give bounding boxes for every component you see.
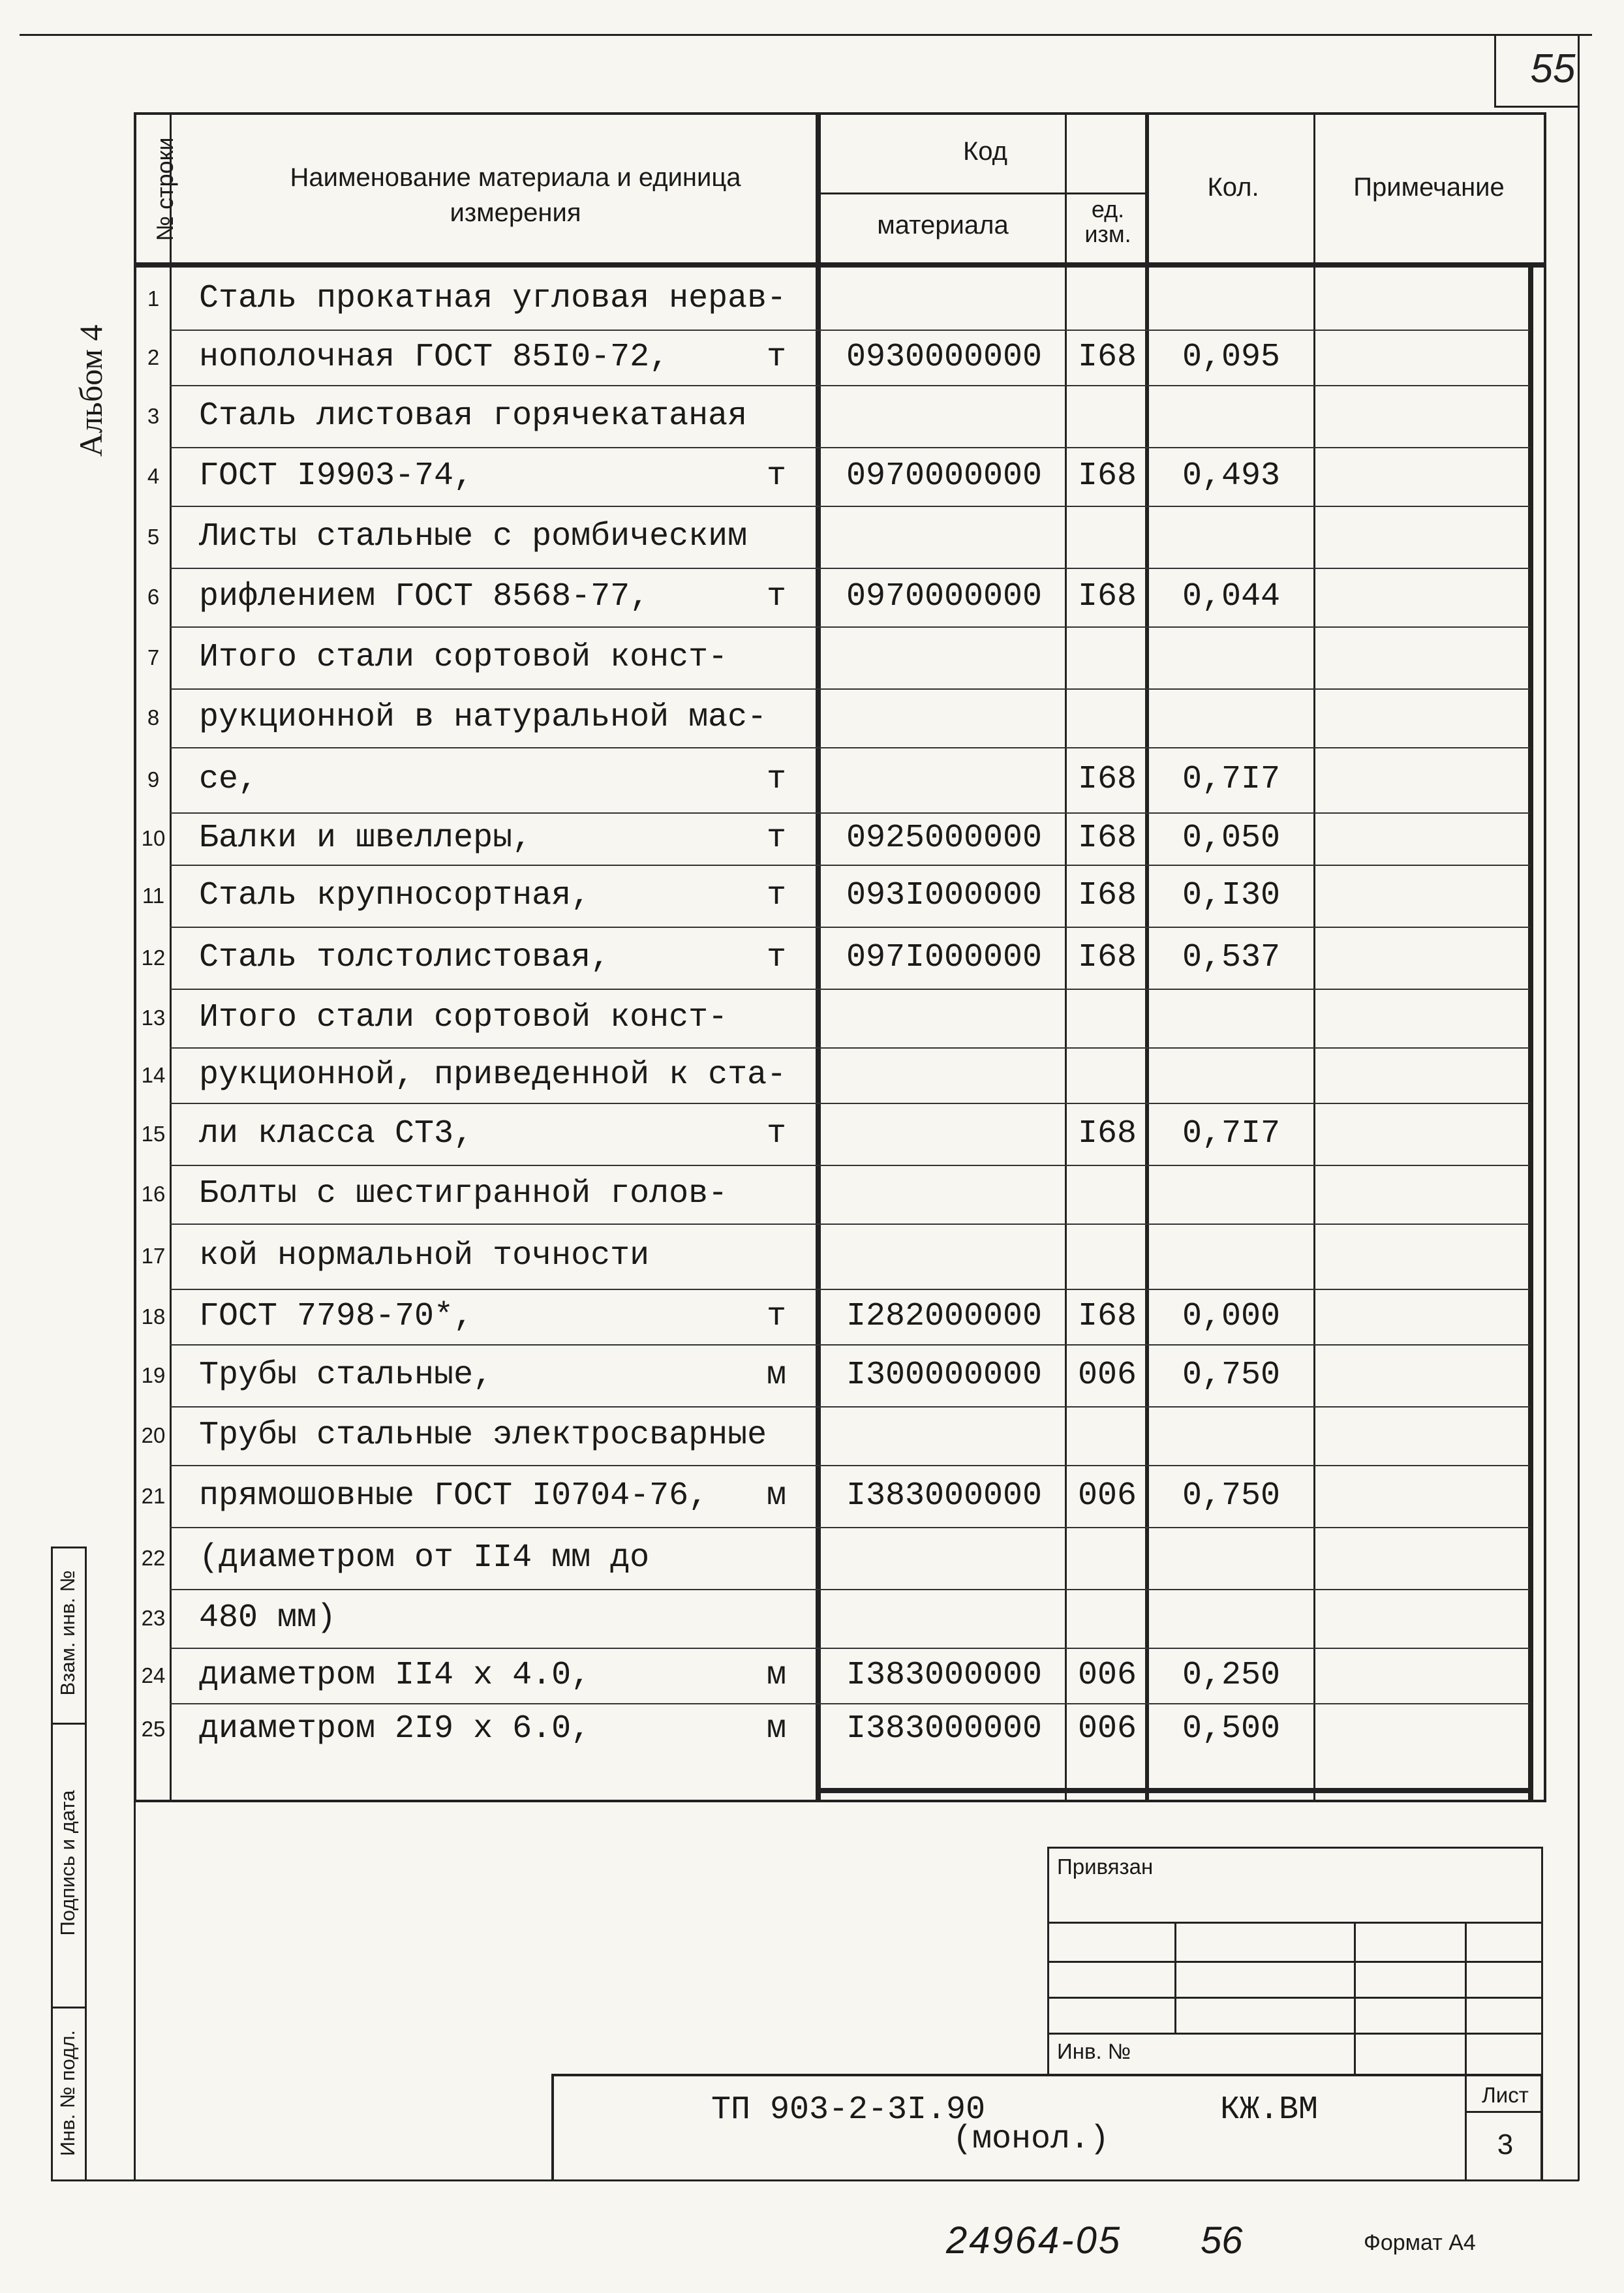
unit-code: 006 (1077, 1357, 1137, 1394)
unit-code: I68 (1077, 578, 1137, 615)
vzam-inv-label: Взам. инв. № (56, 1570, 79, 1696)
handwritten-page: 56 (1201, 2219, 1243, 2262)
unit: т (766, 877, 786, 914)
unit: т (766, 1298, 786, 1335)
row-divider (170, 1589, 1530, 1590)
row-number: 7 (147, 645, 160, 669)
material-name: диаметром II4 х 4.0, (199, 1657, 591, 1694)
row-number: 23 (141, 1606, 166, 1630)
unit-code: I68 (1077, 339, 1137, 376)
row-number: 4 (147, 464, 160, 488)
row-divider (170, 506, 1530, 507)
material-name: Трубы стальные, (199, 1357, 493, 1394)
row-divider (170, 1527, 1530, 1528)
material-name: Сталь крупносортная, (199, 877, 591, 914)
inv-no-label: Инв. № (1057, 2039, 1131, 2063)
material-name: Сталь толстолистовая, (199, 939, 611, 976)
header-qty: Кол. (1207, 173, 1259, 202)
material-name: нополочная ГОСТ 85I0-72, (199, 339, 669, 376)
row-divider (170, 989, 1530, 990)
material-name: Трубы стальные электросварные (199, 1417, 767, 1454)
format-label: Формат А4 (1364, 2230, 1476, 2255)
unit: т (766, 457, 786, 495)
material-name: Болты с шестигранной голов- (199, 1175, 728, 1212)
material-name: Сталь листовая горячекатаная (199, 397, 748, 435)
row-divider (170, 812, 1530, 814)
material-name: рифлением ГОСТ 8568-77, (199, 578, 650, 615)
row-number: 25 (141, 1717, 166, 1741)
row-divider (170, 927, 1530, 928)
unit-code: I68 (1077, 1298, 1137, 1335)
row-divider (170, 330, 1530, 331)
unit: т (766, 1115, 786, 1152)
quantity: 0,095 (1182, 339, 1281, 376)
header-note: Примечание (1353, 173, 1505, 202)
row-number: 12 (141, 946, 166, 970)
row-number: 20 (141, 1423, 166, 1447)
row-number: 11 (142, 884, 165, 908)
unit-code: I68 (1077, 457, 1137, 495)
material-name: 480 мм) (199, 1599, 337, 1637)
row-divider (170, 1406, 1530, 1408)
material-name: кой нормальной точности (199, 1237, 650, 1274)
unit: т (766, 761, 786, 798)
unit: т (766, 820, 786, 857)
row-divider (170, 1344, 1530, 1346)
material-code: 0930000000 (846, 339, 1043, 376)
quantity: 0,000 (1182, 1298, 1281, 1335)
row-divider (170, 1223, 1530, 1225)
row-number: 3 (147, 404, 160, 428)
row-divider (170, 688, 1530, 690)
unit: м (766, 1710, 786, 1747)
material-name: Сталь прокатная угловая нерав- (199, 280, 787, 317)
row-number: 19 (141, 1363, 166, 1387)
unit-code: I68 (1077, 820, 1137, 857)
row-number: 13 (141, 1006, 166, 1030)
material-code: 0925000000 (846, 820, 1043, 857)
unit: м (766, 1477, 786, 1515)
row-divider (170, 568, 1530, 569)
row-divider (170, 865, 1530, 866)
doc-code: ТП 903-2-3I.90 (711, 2091, 986, 2129)
row-number: 22 (141, 1546, 166, 1570)
material-code: 097I000000 (846, 939, 1043, 976)
unit-code: 006 (1077, 1657, 1137, 1694)
row-number: 9 (147, 767, 160, 792)
unit: м (766, 1357, 786, 1394)
row-number: 8 (147, 705, 160, 730)
header-name: Наименование материала и единица измерения (290, 163, 741, 227)
material-code: 0970000000 (846, 457, 1043, 495)
quantity: 0,7I7 (1182, 1115, 1281, 1152)
header-code-unit: ед. изм. (1084, 196, 1131, 247)
quantity: 0,750 (1182, 1357, 1281, 1394)
material-name: Листы стальные с ромбическим (199, 518, 748, 555)
material-code: I282000000 (846, 1298, 1043, 1335)
row-divider (170, 1703, 1530, 1704)
material-name: ГОСТ 7798-70*, (199, 1298, 474, 1335)
row-number: 2 (147, 345, 160, 369)
row-divider (170, 1465, 1530, 1466)
row-number: 5 (147, 525, 160, 549)
row-divider (170, 1289, 1530, 1290)
row-divider (170, 385, 1530, 386)
page-number: 55 (1530, 46, 1576, 91)
doc-suffix: (монол.) (953, 2121, 1110, 2158)
row-divider (170, 626, 1530, 628)
unit: т (766, 339, 786, 376)
doc-mark: КЖ.ВМ (1220, 2091, 1319, 2129)
sheet-value: 3 (1497, 2129, 1514, 2161)
quantity: 0,7I7 (1182, 761, 1281, 798)
row-number: 16 (141, 1182, 166, 1206)
material-name: ли класса СТ3, (199, 1115, 474, 1152)
material-name: рукционной, приведенной к ста- (199, 1056, 787, 1094)
material-name: Балки и швеллеры, (199, 820, 532, 857)
material-code: I383000000 (846, 1710, 1043, 1747)
row-divider (170, 447, 1530, 448)
row-number: 21 (141, 1484, 166, 1508)
row-divider (170, 1103, 1530, 1104)
quantity: 0,044 (1182, 578, 1281, 615)
privyazan-label: Привязан (1057, 1854, 1154, 1879)
row-divider (170, 1165, 1530, 1166)
sheet-label: Лист (1482, 2083, 1529, 2107)
row-number: 1 (147, 286, 160, 311)
podpis-label: Подпись и дата (56, 1790, 79, 1936)
material-name: рукционной в натуральной мас- (199, 699, 767, 736)
album-label: Альбом 4 (72, 324, 109, 457)
material-name: Итого стали сортовой конст- (199, 639, 728, 676)
unit-code: 006 (1077, 1710, 1137, 1747)
unit-code: 006 (1077, 1477, 1137, 1515)
row-divider (170, 1047, 1530, 1049)
row-number: 6 (147, 585, 160, 609)
quantity: 0,250 (1182, 1657, 1281, 1694)
row-number: 15 (141, 1122, 166, 1146)
quantity: 0,500 (1182, 1710, 1281, 1747)
row-number: 10 (141, 826, 166, 850)
unit: м (766, 1657, 786, 1694)
material-code: I383000000 (846, 1657, 1043, 1694)
row-number: 24 (141, 1663, 166, 1687)
unit: т (766, 939, 786, 976)
unit-code: I68 (1077, 939, 1137, 976)
material-name: Итого стали сортовой конст- (199, 999, 728, 1036)
header-code-group: Код (962, 137, 1007, 166)
row-number: 18 (141, 1304, 166, 1329)
material-code: I300000000 (846, 1357, 1043, 1394)
material-name: (диаметром от II4 мм до (199, 1539, 650, 1577)
row-divider (170, 747, 1530, 748)
row-divider (170, 1648, 1530, 1649)
material-code: I383000000 (846, 1477, 1043, 1515)
material-name: диаметром 2I9 х 6.0, (199, 1710, 591, 1747)
handwritten-number: 24964-05 (946, 2219, 1122, 2262)
inv-podl-label: Инв. № подл. (56, 2029, 79, 2157)
unit-code: I68 (1077, 761, 1137, 798)
quantity: 0,050 (1182, 820, 1281, 857)
material-name: прямошовные ГОСТ I0704-76, (199, 1477, 709, 1515)
unit-code: I68 (1077, 1115, 1137, 1152)
header-code-material: материала (877, 211, 1009, 239)
row-number: 14 (141, 1063, 166, 1087)
quantity: 0,537 (1182, 939, 1281, 976)
row-number: 17 (141, 1244, 166, 1268)
unit: т (766, 578, 786, 615)
unit-code: I68 (1077, 877, 1137, 914)
header-row-no: № строки (151, 137, 178, 241)
material-code: 0970000000 (846, 578, 1043, 615)
material-name: ГОСТ I9903-74, (199, 457, 474, 495)
material-code: 093I000000 (846, 877, 1043, 914)
quantity: 0,I30 (1182, 877, 1281, 914)
quantity: 0,750 (1182, 1477, 1281, 1515)
quantity: 0,493 (1182, 457, 1281, 495)
material-name: се, (199, 761, 258, 798)
